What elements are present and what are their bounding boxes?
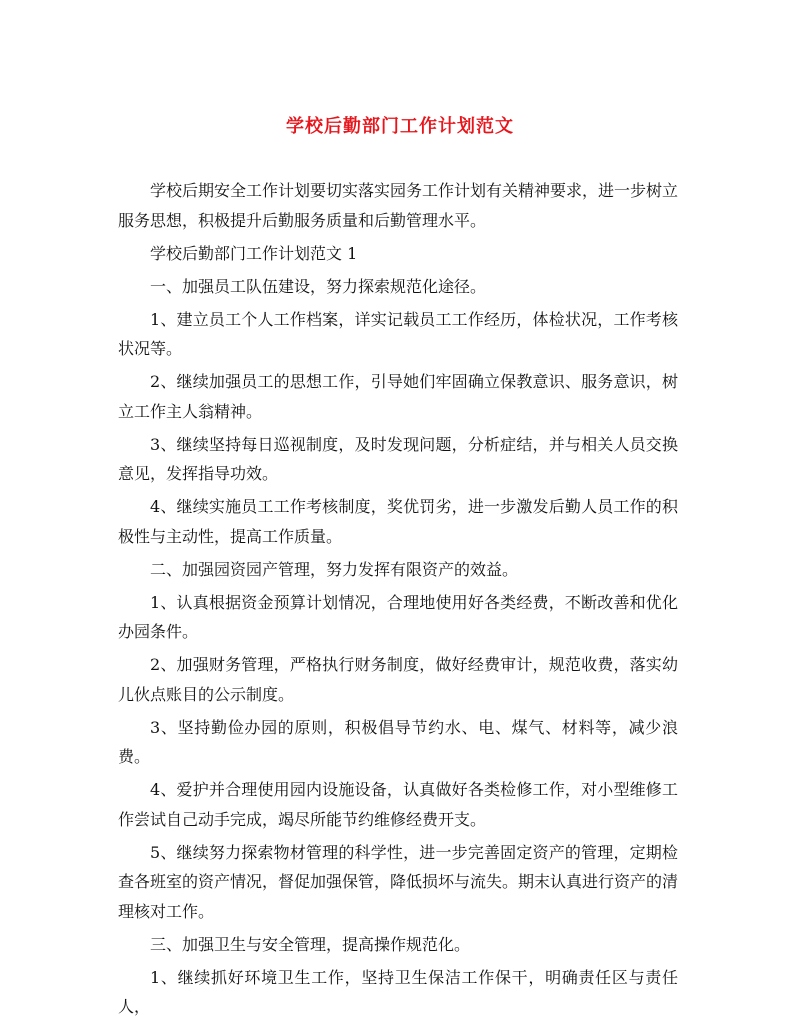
section-heading-3: 三、加强卫生与安全管理，提高操作规范化。 [150,934,471,954]
document-body [118,176,678,1025]
paragraph-subtitle: 学校后勤部门工作计划范文 1 [150,243,358,263]
list-item: 2、继续加强员工的思想工作，引导她们牢固确立保教意识、服务意识，树立工作主人翁精神。 [118,372,678,421]
list-item: 1、继续抓好环境卫生工作，坚持卫生保洁工作保干，明确责任区与责任人， [118,967,678,1016]
list-item: 5、继续努力探索物材管理的科学性，进一步完善固定资产的管理，定期检查各班室的资产情况，督促加强保管，降低损坏与流失。期末认真进行资产的清理核对工作。 [118,842,679,921]
section-heading-2: 二、加强园资园产管理，努力发挥有限资产的效益。 [150,559,519,579]
section-heading-1: 一、加强员工队伍建设，努力探索规范化途径。 [150,276,487,296]
paragraph-intro: 学校后期安全工作计划要切实落实园务工作计划有关精神要求，进一步树立服务思想，积极提升后勤服务质量和后勤管理水平。 [118,181,679,230]
document-title: 学校后勤部门工作计划范文 [286,116,514,137]
list-item: 4、爱护并合理使用园内设施设备，认真做好各类检修工作，对小型维修工作尝试自己动手完成，竭尽所能节约维修经费开支。 [118,780,678,829]
list-item: 3、继续坚持每日巡视制度，及时发现问题，分析症结，并与相关人员交换意见，发挥指导功效。 [118,434,678,483]
list-item: 1、认真根据资金预算计划情况，合理地使用好各类经费，不断改善和优化办园条件。 [118,592,678,641]
list-item: 3、坚持勤俭办园的原则，积极倡导节约水、电、煤气、材料等，减少浪费。 [118,717,678,766]
list-item: 2、加强财务管理，严格执行财务制度，做好经费审计，规范收费，落实幼儿伙点账目的公示制度。 [118,655,678,704]
list-item: 1、建立员工个人工作档案，详实记载员工工作经历，体检状况，工作考核状况等。 [118,309,678,358]
list-item: 4、继续实施员工工作考核制度，奖优罚劣，进一步激发后勤人员工作的积极性与主动性，提高工作质量。 [118,497,678,546]
